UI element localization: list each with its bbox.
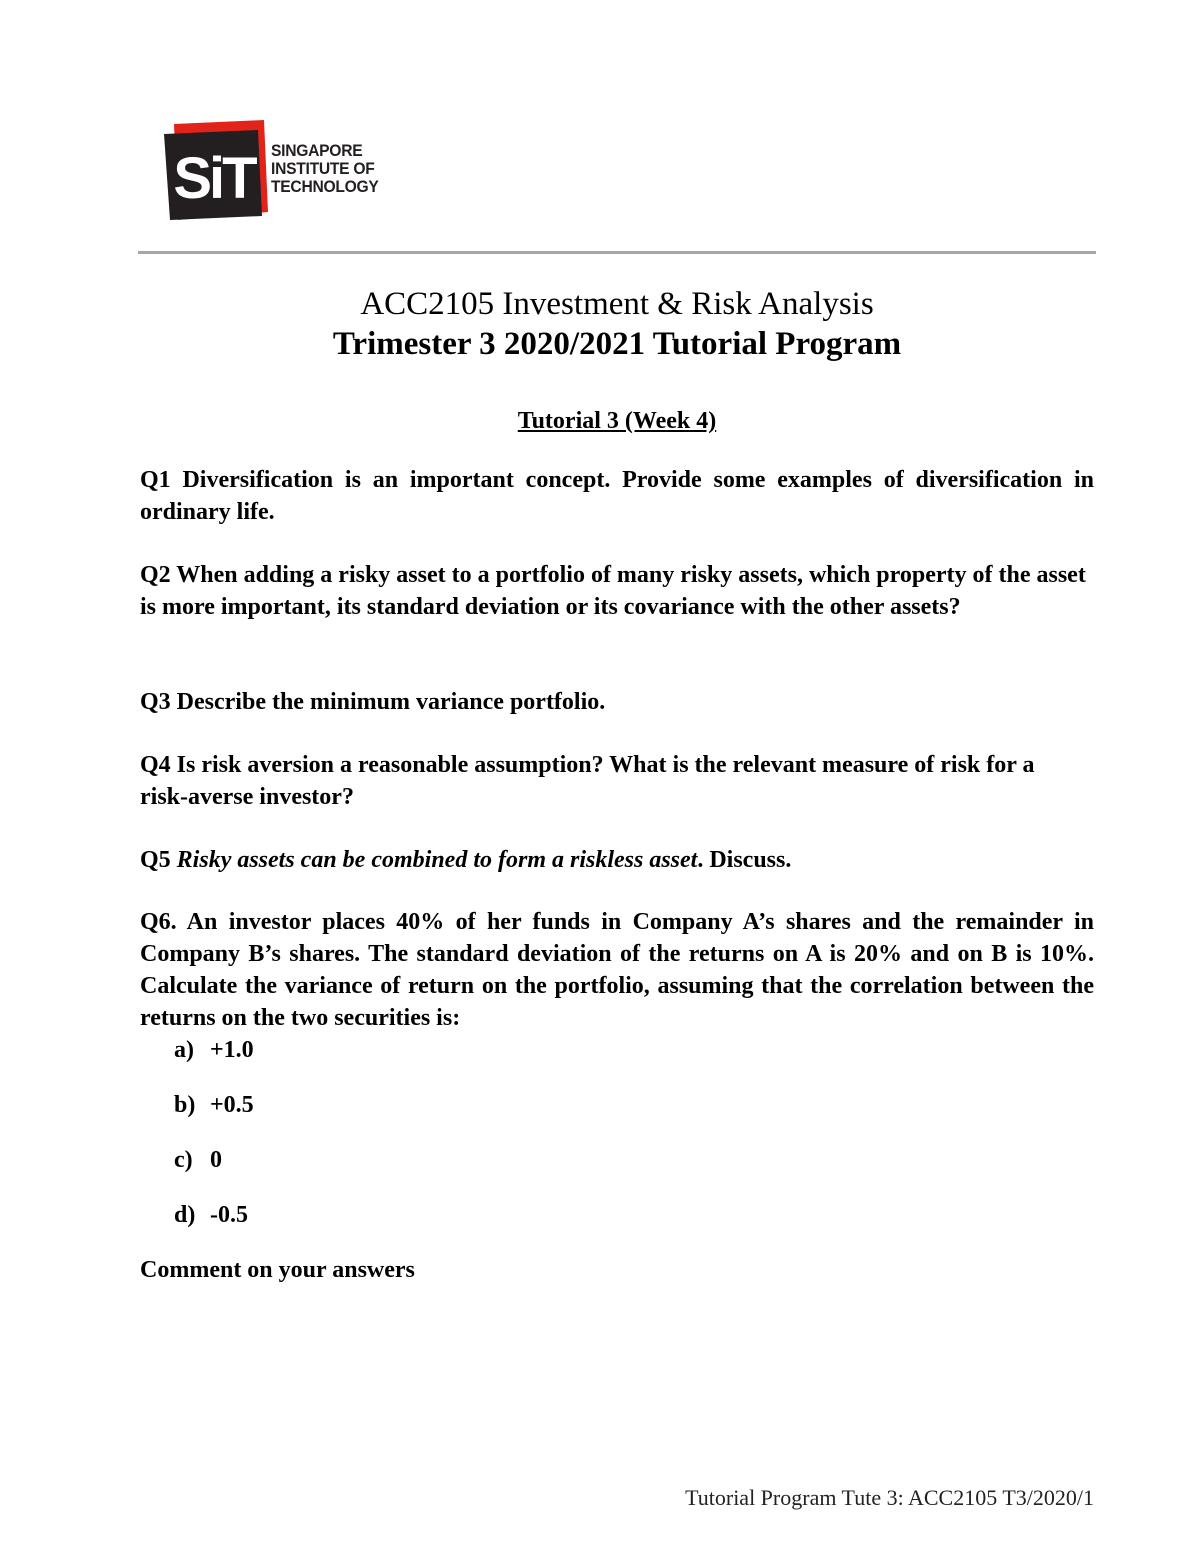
question-1: Q1 Diversification is an important concept. Provide some examples of diversification in ordinary life. [140, 467, 1094, 525]
option-label: c) [174, 1147, 193, 1173]
option-value: -0.5 [210, 1202, 248, 1228]
logo-mark-text: SiT [173, 146, 255, 211]
program-title: Trimester 3 2020/2021 Tutorial Program [332, 326, 902, 362]
logo-line-3: TECHNOLOGY [271, 177, 379, 196]
option-label: a) [174, 1037, 194, 1063]
option-value: +0.5 [210, 1092, 254, 1118]
tutorial-heading [138, 406, 1096, 436]
page-footer: Tutorial Program Tute 3: ACC2105 T3/2020/1 [685, 1485, 1094, 1510]
q6-option-a [174, 1034, 254, 1066]
q6-option-d [174, 1199, 248, 1231]
sit-logo-mark [164, 120, 268, 220]
tutorial-heading-text: Tutorial 3 (Week 4) [517, 408, 717, 434]
closing-instruction: Comment on your answers [140, 1257, 415, 1283]
question-5 [140, 844, 1094, 876]
option-value: 0 [210, 1147, 222, 1173]
header-divider [138, 251, 1096, 254]
question-5-instruction: . Discuss. [697, 847, 792, 873]
question-5-statement: Risky assets can be combined to form a riskless asset [176, 847, 698, 873]
course-title: ACC2105 Investment & Risk Analysis [360, 286, 874, 322]
question-5-label: Q5 [140, 847, 177, 873]
question-6: Q6. An investor places 40% of her funds in Company A’s shares and the remainder in Company B’s shares. The standard deviation of the returns on A is 20% and on B is 10%. Calculate the variance of return on the portfolio, assuming that the correlation between the returns on the two securities is: [140, 909, 1094, 1031]
q6-option-b [174, 1089, 254, 1121]
document-title [138, 284, 1096, 364]
question-2: Q2 When adding a risky asset to a portfolio of many risky assets, which property of the asset is more important, its standard deviation or its covariance with the other assets? [140, 562, 1086, 620]
q6-option-c [174, 1144, 222, 1176]
logo-institution-name [271, 142, 379, 196]
option-value: +1.0 [210, 1037, 254, 1063]
option-label: d) [174, 1202, 196, 1228]
logo-line-2: INSTITUTE OF [271, 159, 375, 178]
logo-line-1: SINGAPORE [271, 141, 363, 160]
option-label: b) [174, 1092, 196, 1118]
sit-logo [164, 120, 404, 220]
question-4: Q4 Is risk aversion a reasonable assumption? What is the relevant measure of risk for a risk-averse investor? [140, 752, 1035, 810]
question-3: Q3 Describe the minimum variance portfolio. [140, 689, 606, 715]
